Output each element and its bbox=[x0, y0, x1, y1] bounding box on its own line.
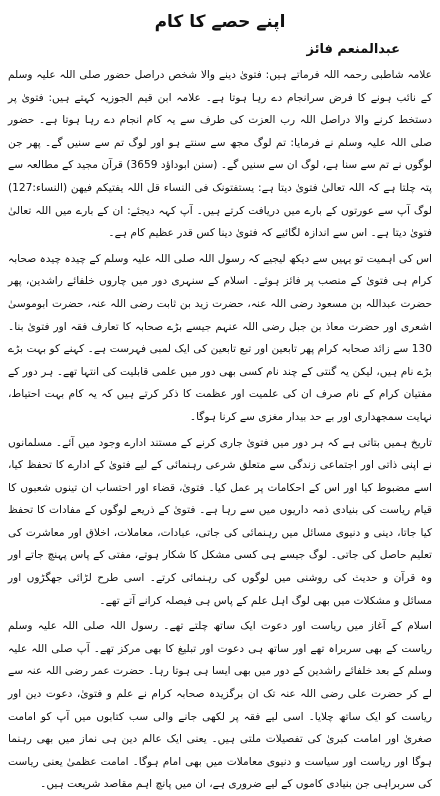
article-title: اپنے حصے کا کام bbox=[154, 12, 286, 32]
article-body bbox=[8, 64, 432, 796]
paragraph: علامہ شاطبی رحمہ اللہ فرماتے ہیں: فتویٰ دینے والا شخص دراصل حضور صلی اللہ علیہ وسلم کے نائب ہونے کا فرض سرانجام دے رہا ہوتا ہے۔ علامہ ابن قیم الجوزیہ کہتے ہیں: فتویٰ پر دستخط کرنے والا دراصل اللہ رب العزت کی طرف سے یہ کام انجام دے رہا ہوتا ہے۔ حضور صلی اللہ علیہ وسلم نے فرمایا: تم لوگ مجھ سے سنتے ہو اور لوگ تم سے سنیں گے۔ پھر جن لوگوں نے تم سے سنا ہے، لوگ ان سے سنیں گے۔ (سنن ابوداؤد 3659) قرآن مجید کے مطالعہ سے پتہ چلتا ہے کہ اللہ تعالیٰ فتویٰ دیتا ہے: یستفتونک فی النساء قل اللہ یفتیکم فیھن (النساء:127) لوگ آپ سے عورتوں کے بارے میں دریافت کرتے ہیں۔ آپ کہہ دیجئے: ان کے بارے میں اللہ تعالیٰ فتویٰ دیتا ہے۔ اس سے اندازہ لگائیے کہ فتویٰ دینا کس قدر عظیم کام ہے۔ bbox=[8, 69, 432, 240]
paragraph: تاریخ ہمیں بتاتی ہے کہ ہر دور میں فتویٰ جاری کرنے کے مستند ادارے وجود میں آئے۔ مسلمانوں نے اپنی ذاتی اور اجتماعی زندگی سے متعلق شرعی رہنمائی کے لیے فتویٰ کے ادارے کا تحفظ کیا، اسے مضبوط کیا اور اس کے احکامات پر عمل کیا۔ فتویٰ، قضاء اور احتساب ان تینوں شعبوں کا قیام ریاست کی بنیادی ذمہ داریوں میں سے رہا ہے۔ فتویٰ کے ذریعے لوگوں کے مفادات کا تحفظ کیا جاتا، دینی و دنیوی مسائل میں رہنمائی کی جاتی، عبادات، معاملات، اخلاق اور معاشرت کی تعلیم حاصل کی جاتی۔ لوگ جیسے ہی کسی مشکل کا شکار ہوتے، مفتی کے پاس پہنچ جاتے اور وہ قرآن و حدیث کی روشنی میں لوگوں کی رہنمائی کرتے۔ اسی طرح لڑائی جھگڑوں اور مسائل و مشکلات میں بھی لوگ اہل علم کے پاس ہی فیصلہ کرانے آتے تھے۔ bbox=[8, 436, 432, 607]
paragraph: اس کی اہمیت تو یہیں سے دیکھ لیجیے کہ رسول اللہ صلی اللہ علیہ وسلم کے چیدہ چیدہ صحابہ کرام ہی فتویٰ کے منصب پر فائز ہوئے۔ اسلام کے سنہری دور میں چاروں خلفائے راشدین، پھر حضرت عبداللہ بن مسعود رضی اللہ عنہ، حضرت زید بن ثابت رضی اللہ عنہ، حضرت ابوموسیٰ اشعری اور حضرت معاذ بن جبل رضی اللہ عنہم جیسے بڑے صحابہ کا تعارف فقہ اور فتویٰ بنا۔ 130 سے زائد صحابہ کرام پھر تابعین اور تبع تابعین کی ایک لمبی فہرست ہے۔ کہنے کو بہت بڑے بڑے نام ہیں، لیکن یہ گنتی کے چند نام کسی بھی دور میں علمی قابلیت کی انتہا تھے۔ ہر دور کے مفتیان کرام کے نام صرف ان کی علمیت اور عظمت کا ذکر کرتے ہیں کہ یہ کام بہت احتیاط، نہایت سمجھداری اور بے حد بیدار مغزی سے کرنا ہوگا۔ bbox=[8, 252, 432, 423]
paragraph: اسلام کے آغاز میں ریاست اور دعوت ایک ساتھ چلتے تھے۔ رسول اللہ صلی اللہ علیہ وسلم ریاست کے بھی سربراہ تھے اور ساتھ ہی دعوت اور تبلیغ کا بھی مرکز تھے۔ آپ صلی اللہ علیہ وسلم کے بعد خلفائے راشدین کے دور میں بھی ایسا ہی ہوتا رہا۔ حضرت عمر رضی اللہ عنہ سے لے کر حضرت علی رضی اللہ عنہ تک ان برگزیدہ صحابہ کرام نے علم و فتویٰ، دعوت دین اور ریاست کو ایک ساتھ چلایا۔ اسی لیے فقہ پر لکھی جانے والی سب کتابوں میں آپ کو امامت صغریٰ اور امامت کبریٰ کی تفصیلات ملتی ہیں۔ یعنی ایک عالم دین ہی نماز میں بھی رہنما ہوگا اور ریاست اور سیاست و دنیوی معاملات میں بھی امام ہوگا۔ امامت عظمیٰ یعنی ریاست کی سربراہی جن بنیادی کاموں کے لیے ضروری ہے، ان میں پانچ اہم مقاصد شریعت ہیں۔ bbox=[8, 620, 432, 791]
author-name: عبدالمنعم فائز bbox=[306, 42, 400, 57]
